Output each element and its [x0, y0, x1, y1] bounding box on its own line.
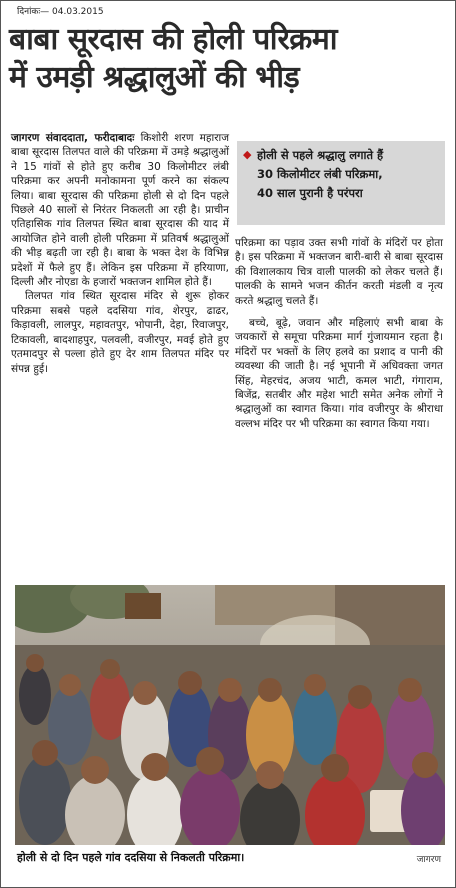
procession-photo-illustration	[15, 585, 445, 845]
highlight-text	[257, 146, 441, 203]
article-paragraph-3: परिक्रमा का पड़ाव उक्त सभी गांवों के मंदिरों पर होता है। इस परिक्रमा में भक्तजन बारी-बारी से बाबा सूरदास की विशालकाय चित्र वाली पालकी को लेकर चलते हैं। पालकी के सामने भजन कीर्तन करती मंडली व नृत्य करते श्रद्धालु चलते हैं।	[235, 237, 443, 307]
paragraph-1-text: किशोरी शरण महाराज बाबा सूरदास तिलपत वाले की परिक्रमा में उमड़े श्रद्धालुओं ने 15 गांवों से होते हुए करीब 30 किलोमीटर लंबी परिक्रमा कर अपनी मनोकामना पूर्ण करने का संकल्प लिया। बाबा सूरदास की परिक्रमा होली से दो दिन पहले पिछले 40 सालों से निरंतर निकलती आ रही है। प्राचीन एतिहासिक गांव तिलपत स्थित बाबा सूरदास की याद में आयोजित होने वाली होली परिक्रमा में प्रतिवर्ष श्रद्धालुओं की भीड़ बढ़ती जा रही है। बाबा के भक्त देश के विभिन्न प्रदेशों में फैले हुए हैं। लेकिन इस परिक्रमा में हरियाणा, दिल्ली और नोएडा के हजारों भक्तजन शामिल होते हैं।	[11, 132, 229, 289]
article-paragraph-4: बच्चे, बूढ़े, जवान और महिलाएं सभी बाबा के जयकारों से समूचा परिक्रमा मार्ग गुंजायमान रहता है। मंदिरों पर भक्तों के लिए हलवे का प्रशाद व पानी की व्यवस्था की जाती है। नई भूपानी में अधिवक्ता जगत सिंह, मेहरचंद, अजय भाटी, कमल भाटी, गंगाराम, बिजेंद्र, सतबीर और महेश भाटी समेत अनेक लोगों ने श्रद्धालुओं का स्वागत किया। गांव वजीरपुर के श्रीराधा वल्लभ मंदिर पर भी परिक्रमा का स्वागत किया गया।	[235, 317, 443, 430]
article-column-2	[235, 236, 443, 431]
dateline: दिनांकः— 04.03.2015	[17, 7, 104, 17]
article-paragraph-1	[11, 131, 229, 289]
byline: जागरण संवाददाता, फरीदाबादः	[11, 132, 135, 144]
article-paragraph-2: तिलपत गांव स्थित सूरदास मंदिर से शुरू होकर परिक्रमा सबसे पहले ददसिया गांव, शेरपुर, ढाढर, किड़ावली, लालपुर, महावतपुर, भोपानी, देहा, रिवाजपुर, टिकावली, बादशाहपुर, पलवली, वजीरपुर, मवई होते हुए एतमादपुर से पल्ला होते हुए देर शाम तिलपत मंदिर पर संपन्न हुई।	[11, 290, 229, 375]
highlight-line-1: होली से पहले श्रद्धालु लगाते हैं	[257, 148, 384, 162]
highlight-line-3: 40 साल पुरानी है परंपरा	[257, 186, 363, 200]
diamond-bullet-icon: ◆	[243, 148, 252, 161]
news-photo	[15, 585, 445, 845]
photo-caption: होली से दो दिन पहले गांव ददसिया से निकलती परिक्रमा।	[17, 851, 245, 864]
highlight-box	[237, 141, 445, 225]
highlight-line-2: 30 किलोमीटर लंबी परिक्रमा,	[257, 167, 383, 181]
headline-line-2: में उमड़ी श्रद्धालुओं की भीड़	[9, 60, 300, 95]
headline-line-1: बाबा सूरदास की होली परिक्रमा	[9, 22, 338, 57]
photo-credit: जागरण	[416, 855, 441, 865]
article-column-1	[11, 131, 229, 376]
headline	[9, 21, 449, 97]
